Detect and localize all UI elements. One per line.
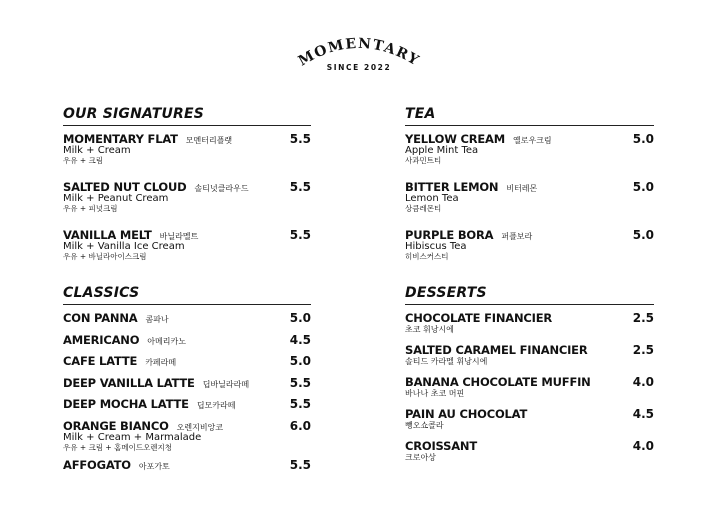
item-name: CHOCOLATE FINANCIER xyxy=(405,311,553,325)
item-description: Lemon Tea xyxy=(405,193,459,204)
item-korean-name: 바닐라멜트 xyxy=(159,232,199,241)
item-description-korean: 우유 + 피넛크림 xyxy=(63,204,118,213)
menu-item xyxy=(63,354,311,376)
item-korean-name: 옐로우크림 xyxy=(513,136,552,145)
item-description-korean: 우유 + 바닐라아이스크림 xyxy=(63,252,147,261)
item-korean-name: 솔티넛클라우드 xyxy=(194,184,249,193)
item-price: 5.0 xyxy=(632,180,654,194)
item-name: AMERICANO xyxy=(63,332,140,347)
item-name: YELLOW CREAM xyxy=(405,132,505,146)
item-description-korean: 우유 + 크림 + 홈메이드오렌지청 xyxy=(63,442,173,452)
item-name: SALTED CARAMEL FINANCIER xyxy=(405,343,588,357)
item-korean-name: 초코 휘낭시에 xyxy=(405,325,454,334)
menu-item xyxy=(405,375,654,407)
item-price: 4.0 xyxy=(632,439,654,453)
item-description: Milk + Cream + Marmalade xyxy=(63,431,202,443)
item-price: 5.5 xyxy=(289,180,311,194)
item-name: DEEP VANILLA LATTE xyxy=(63,375,195,390)
item-korean-name: 바나나 초코 머핀 xyxy=(405,389,465,398)
item-description: Milk + Vanilla Ice Cream xyxy=(63,241,185,252)
item-price: 5.5 xyxy=(289,132,311,146)
brand-logo xyxy=(0,34,718,80)
item-description: Milk + Cream xyxy=(63,145,131,156)
item-description-korean: 히비스커스티 xyxy=(405,252,449,261)
item-name: CON PANNA xyxy=(63,311,138,325)
item-korean-name: 크로아상 xyxy=(405,453,436,462)
item-korean-name: 비터레몬 xyxy=(506,184,538,193)
item-korean-name: 퍼플보라 xyxy=(501,232,533,241)
item-name: ORANGE BIANCO xyxy=(63,418,169,433)
item-description: Apple Mint Tea xyxy=(405,145,479,156)
item-price: 5.5 xyxy=(289,228,311,242)
menu-item xyxy=(405,132,654,166)
item-price: 2.5 xyxy=(632,343,654,357)
item-name: BITTER LEMON xyxy=(405,180,499,194)
menu-item xyxy=(63,376,311,398)
item-description-korean: 상큼레몬티 xyxy=(405,204,442,213)
menu-item xyxy=(405,439,654,471)
item-name: MOMENTARY FLAT xyxy=(63,132,178,146)
item-korean-name: 카페라떼 xyxy=(145,358,177,367)
menu-item xyxy=(405,311,654,343)
section-title: OUR SIGNATURES xyxy=(63,106,311,126)
brand-since: SINCE 2022 xyxy=(326,63,392,72)
menu-item xyxy=(63,397,311,419)
item-price: 4.5 xyxy=(632,407,654,421)
item-korean-name: 딥모카라떼 xyxy=(196,401,236,410)
item-name: BANANA CHOCOLATE MUFFIN xyxy=(405,375,591,389)
item-description: Milk + Peanut Cream xyxy=(63,193,169,204)
section-title: TEA xyxy=(405,106,654,126)
item-korean-name: 딥바닐라라떼 xyxy=(202,379,250,389)
item-name: SALTED NUT CLOUD xyxy=(63,180,187,194)
item-price: 6.0 xyxy=(289,418,311,433)
item-description-korean: 사과민트티 xyxy=(405,156,442,165)
menu-item xyxy=(63,228,311,262)
item-name: AFFOGATO xyxy=(63,457,131,472)
menu-item xyxy=(63,180,311,214)
brand-name: MOMENTARY xyxy=(295,35,423,70)
menu-item xyxy=(405,228,654,262)
item-name: CROISSANT xyxy=(405,439,477,453)
item-price: 5.0 xyxy=(289,311,311,325)
item-price: 5.5 xyxy=(289,397,311,411)
section-classics xyxy=(63,285,311,479)
item-description: Hibiscus Tea xyxy=(405,241,467,252)
item-price: 5.0 xyxy=(289,354,311,368)
item-price: 5.0 xyxy=(632,132,654,146)
item-price: 5.0 xyxy=(632,228,654,242)
item-korean-name: 아포가토 xyxy=(138,461,170,471)
section-title: CLASSICS xyxy=(63,285,311,305)
item-name: VANILLA MELT xyxy=(63,228,152,242)
item-name: PURPLE BORA xyxy=(405,228,494,242)
item-price: 5.5 xyxy=(289,457,311,472)
item-korean-name: 모멘터리플랫 xyxy=(185,136,233,145)
item-korean-name: 뺑오쇼콜라 xyxy=(405,421,444,430)
section-tea xyxy=(405,106,654,276)
menu-item xyxy=(63,311,311,333)
item-korean-name: 아메리카노 xyxy=(147,336,186,346)
menu-item xyxy=(405,407,654,439)
menu-item xyxy=(405,180,654,214)
menu-item xyxy=(63,132,311,166)
item-korean-name: 오렌지비앙코 xyxy=(176,422,224,432)
menu-item xyxy=(63,458,311,480)
menu-item xyxy=(405,343,654,375)
item-price: 4.5 xyxy=(289,332,311,347)
item-description-korean: 우유 + 크림 xyxy=(63,156,104,165)
item-korean-name: 솔티드 카라멜 휘낭시에 xyxy=(405,357,488,366)
item-korean-name: 콤파나 xyxy=(145,315,169,324)
item-name: CAFE LATTE xyxy=(63,354,138,368)
section-desserts xyxy=(405,285,654,471)
section-signatures xyxy=(63,106,311,276)
menu-item xyxy=(63,333,311,355)
item-price: 5.5 xyxy=(289,375,311,390)
menu-item xyxy=(63,419,311,458)
item-name: PAIN AU CHOCOLAT xyxy=(405,407,528,421)
item-price: 4.0 xyxy=(632,375,654,389)
item-name: DEEP MOCHA LATTE xyxy=(63,397,189,411)
item-price: 2.5 xyxy=(632,311,654,325)
section-title: DESSERTS xyxy=(405,285,654,305)
